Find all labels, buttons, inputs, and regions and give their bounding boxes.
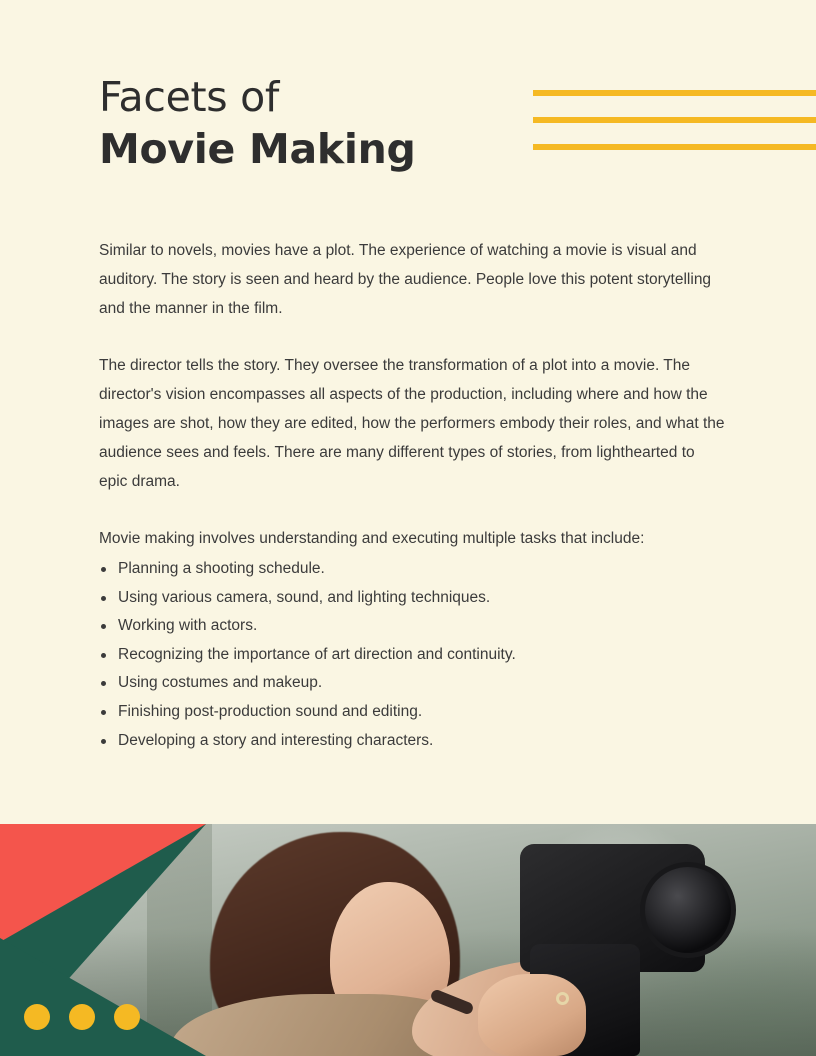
list-item: Using various camera, sound, and lighting techniques. — [99, 584, 727, 613]
dot-1 — [24, 1004, 50, 1030]
list-intro: Movie making involves understanding and executing multiple tasks that include: — [99, 530, 645, 547]
list-item: Working with actors. — [99, 612, 727, 641]
footer-photo — [0, 824, 816, 1056]
list-item: Planning a shooting schedule. — [99, 555, 727, 584]
page-title — [99, 72, 519, 176]
list-item: Recognizing the importance of art direction and continuity. — [99, 641, 727, 670]
paragraph-2: The director tells the story. They oversee the transformation of a plot into a movie. The director's vision encompasses all aspects of the production, including where and how the images are shot, how they are edited, how the performers embody their roles, and what the audience sees and feels. There are many different types of stories, from lighthearted to epic drama. — [99, 357, 725, 490]
list-item: Developing a story and interesting characters. — [99, 727, 727, 756]
list-item: Finishing post-production sound and editing. — [99, 698, 727, 727]
dot-group — [24, 1004, 140, 1030]
paragraph-1: Similar to novels, movies have a plot. The experience of watching a movie is visual and auditory. The story is seen and heard by the audience. People love this potent storytelling and the manner in the film. — [99, 242, 712, 317]
header-rule-1 — [533, 90, 816, 96]
title-line-1: Facets of — [99, 73, 279, 121]
title-line-2: Movie Making — [99, 125, 416, 173]
task-list — [99, 555, 727, 755]
photo-subject-hand — [478, 974, 586, 1056]
document-header — [0, 72, 816, 192]
corner-triangle-red — [0, 824, 206, 942]
header-rule-2 — [533, 117, 816, 123]
dot-3 — [114, 1004, 140, 1030]
dot-2 — [69, 1004, 95, 1030]
photo-subject-ring — [556, 992, 569, 1005]
camera-lens — [640, 862, 736, 958]
list-item: Using costumes and makeup. — [99, 669, 727, 698]
document-body — [99, 236, 727, 755]
header-rule-group — [533, 90, 816, 150]
header-rule-3 — [533, 144, 816, 150]
